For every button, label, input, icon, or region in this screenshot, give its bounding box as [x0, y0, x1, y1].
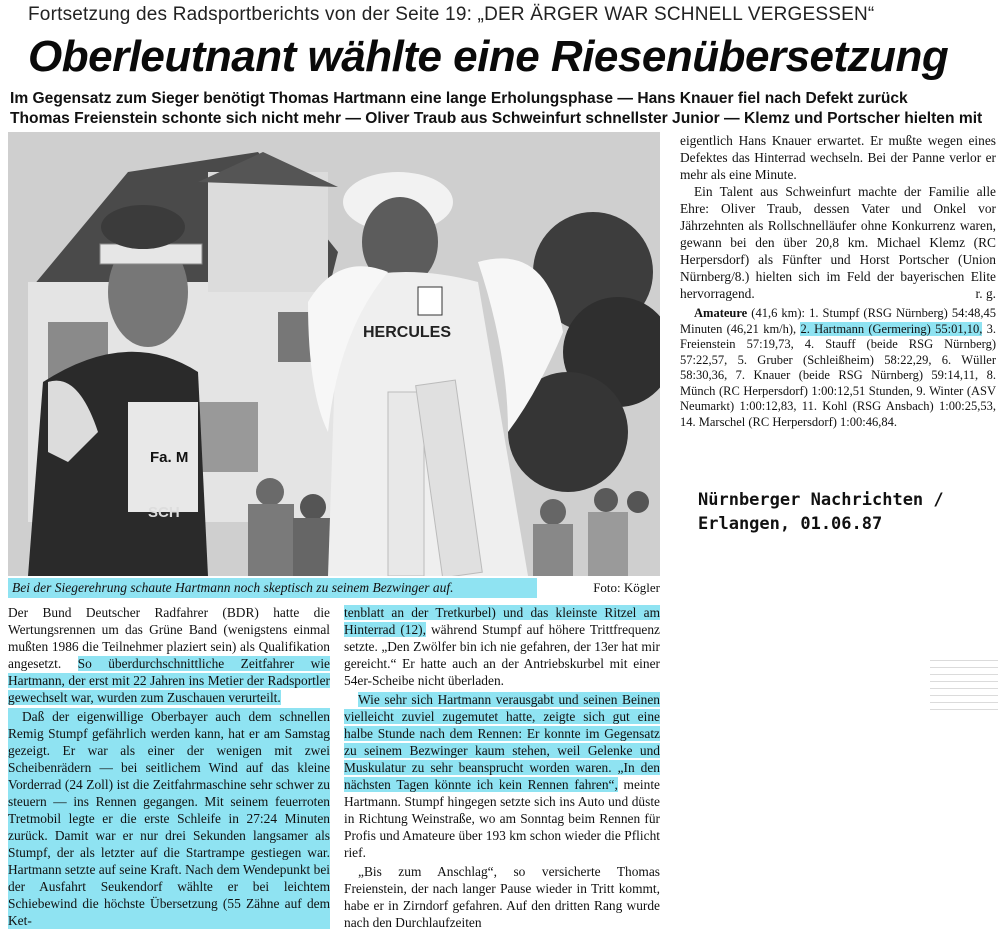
results-pre: (41,6 km): 1. Stumpf (RSG Nürnberg) 54:48,45 Minuten (46,21 km/h),	[680, 306, 996, 336]
col2-para-2	[344, 691, 660, 861]
right-column	[680, 132, 996, 430]
col2-para-2-highlight: Wie sehr sich Hartmann verausgabt und seinen Beinen vielleicht zuviel zugemutet hatte, zeigte sich gut eine halbe Stunde nach dem Rennen: Er konnte im Gegensatz zu seinem Bezwinger kaum stehen, weil Gelenke und Muskulatur zu sehr beansprucht worden waren. „In den nächsten Tagen könnte ich kein Rennen fahren“,	[344, 692, 660, 792]
col1-para-1-highlight: So überdurchschnittliche Zeitfahrer wie Hartmann, der erst mit 22 Jahren ins Metier der Radsportler gewechselt war, wurden zum Zuschauen verurteilt.	[8, 656, 330, 705]
photo-credit: Foto: Kögler	[593, 580, 660, 595]
photo-illustration	[8, 132, 660, 576]
source-line-2: Erlangen, 01.06.87	[698, 514, 883, 534]
col2-para-1-highlight: tenblatt an der Tretkurbel) und das kleinste Ritzel am Hinterrad (12),	[344, 605, 660, 637]
col1-para-2: Daß der eigenwillige Oberbayer auch dem schnellen Remig Stumpf gefährlich werden kann, hat er am Samstag gezeigt. Er war als einer der wenigen mit zwei Scheibenrädern — bei seitlichem Wind auf das kleine Vorderrad (24 Zoll) ist die Zeitfahrmaschine sehr schwer zu steuern — ins Rennen gegangen. Mit seinem feuerroten Tretmobil legte er die erste Schleife in 27:24 Minuten zurück. Damit war er nur drei Sekunden langsamer als Stumpf, der als letzter auf die Startrampe gestiegen war. Hartmann setzte auf seine Kraft. Nach dem Wendepunkt bei der Ausfahrt Seukendorf wählte er bei leichtem Schiebewind die höchste Übersetzung (55 Zähne auf dem Ket-	[8, 709, 330, 928]
results-post: 3. Freienstein 57:19,73, 4. Stauff (beide RSG Nürnberg) 57:22,57, 5. Gruber (Schleißheim) 58:22,29, 6. Wüller 58:30,36, 7. Knauer (beide RSG Nürnberg) 59:14,11, 8. Münch (RC Herpersdorf) 1:00:12,51 Stunden, 9. Winter (ASV Neumarkt) 1:00:12,83, 11. Kohl (RSG Ansbach) 1:00:25,53, 14. Marschel (RC Herpersdorf) 1:00:46,84.	[680, 321, 996, 429]
headline: Oberleutnant wählte eine Riesenübersetzung	[28, 32, 949, 81]
kicker-line: Fortsetzung des Radsportberichts von der Seite 19: „DER ÄRGER WAR SCHNELL VERGESSEN“	[28, 4, 875, 25]
article-column-1	[8, 604, 330, 929]
col2-para-1	[344, 604, 660, 689]
jersey-left-text: Fa. M	[150, 449, 189, 466]
col2-para-1-text: während Stumpf auf höhere Trittfrequenz setzte. „Den Zwölfer bin ich nie gefahren, der 13er hat mir gereicht.“ Er hatte auch an der Antriebskurbel mit einer 54er-Scheibe nicht überladen.	[344, 622, 661, 688]
results-label: Amateure	[694, 306, 748, 320]
photo-caption: Bei der Siegerehrung schaute Hartmann noch skeptisch zu seinem Bezwinger auf.	[8, 578, 537, 598]
col2-para-3: „Bis zum Anschlag“, so versicherte Thomas Freienstein, der nach langer Pause wieder in Tritt kommt, habe er in Zirndorf gefahren. Auf den dritten Rang wurde nach den Durchlaufzeiten	[344, 864, 660, 930]
author-sign: r. g.	[975, 286, 996, 301]
col1-para-1	[8, 604, 330, 706]
results-highlight: 2. Hartmann (Germering) 55:01,10,	[800, 321, 983, 336]
subheadline-1: Im Gegensatz zum Sieger benötigt Thomas Hartmann eine lange Erholungsphase — Hans Knauer fiel nach Defekt zurück	[10, 90, 908, 107]
source-note	[698, 488, 998, 536]
article-column-2	[344, 604, 660, 931]
source-line-1: Nürnberger Nachrichten /	[698, 490, 944, 510]
ceremony-photo	[8, 132, 660, 576]
results-list	[680, 306, 996, 430]
col1-para-1-text: Der Bund Deutscher Radfahrer (BDR) hatte die Wertungsrennen um das Grüne Band (wenigstens einmal mußten 1986 die Teilnehmer plaziert sein) als Qualifikation angesetzt.	[8, 605, 330, 671]
jersey-left-text-2: SCH	[148, 504, 180, 521]
right-para-1: eigentlich Hans Knauer erwartet. Er mußte wegen eines Defektes das Hinterrad wechseln. Bei der Panne verlor er mehr als eine Minute.	[680, 133, 996, 182]
col2-para-2-text: meinte Hartmann. Stumpf hingegen setzte sich ins Auto und düste in Richtung Weinstraße, wo am Sonntag beim Rennen für Profis und Amateure über 193 km schon wieder die Pflicht rief.	[344, 777, 660, 860]
right-para-2-text: Ein Talent aus Schweinfurt machte der Familie alle Ehre: Oliver Traub, dessen Vater und Onkel vor Jährzehnten als Rollschnelläufer ohne Konkurrenz waren, gewann bei den über 20,8 km. Michael Klemz (RC Herpersdorf) als Fünfter und Horst Portscher (Union Nürnberg/8.) hielten sich im Feld der bayerischen Elite hervorragend.	[680, 184, 996, 301]
jersey-text: HERCULES	[363, 324, 452, 341]
print-bleed-through	[930, 654, 998, 774]
right-para-2	[680, 183, 996, 302]
caption-row	[8, 578, 668, 598]
subheadline-2: Thomas Freienstein schonte sich nicht mehr — Oliver Traub aus Schweinfurt schnellster Junior — Klemz und Portscher hielten mit	[10, 110, 983, 127]
